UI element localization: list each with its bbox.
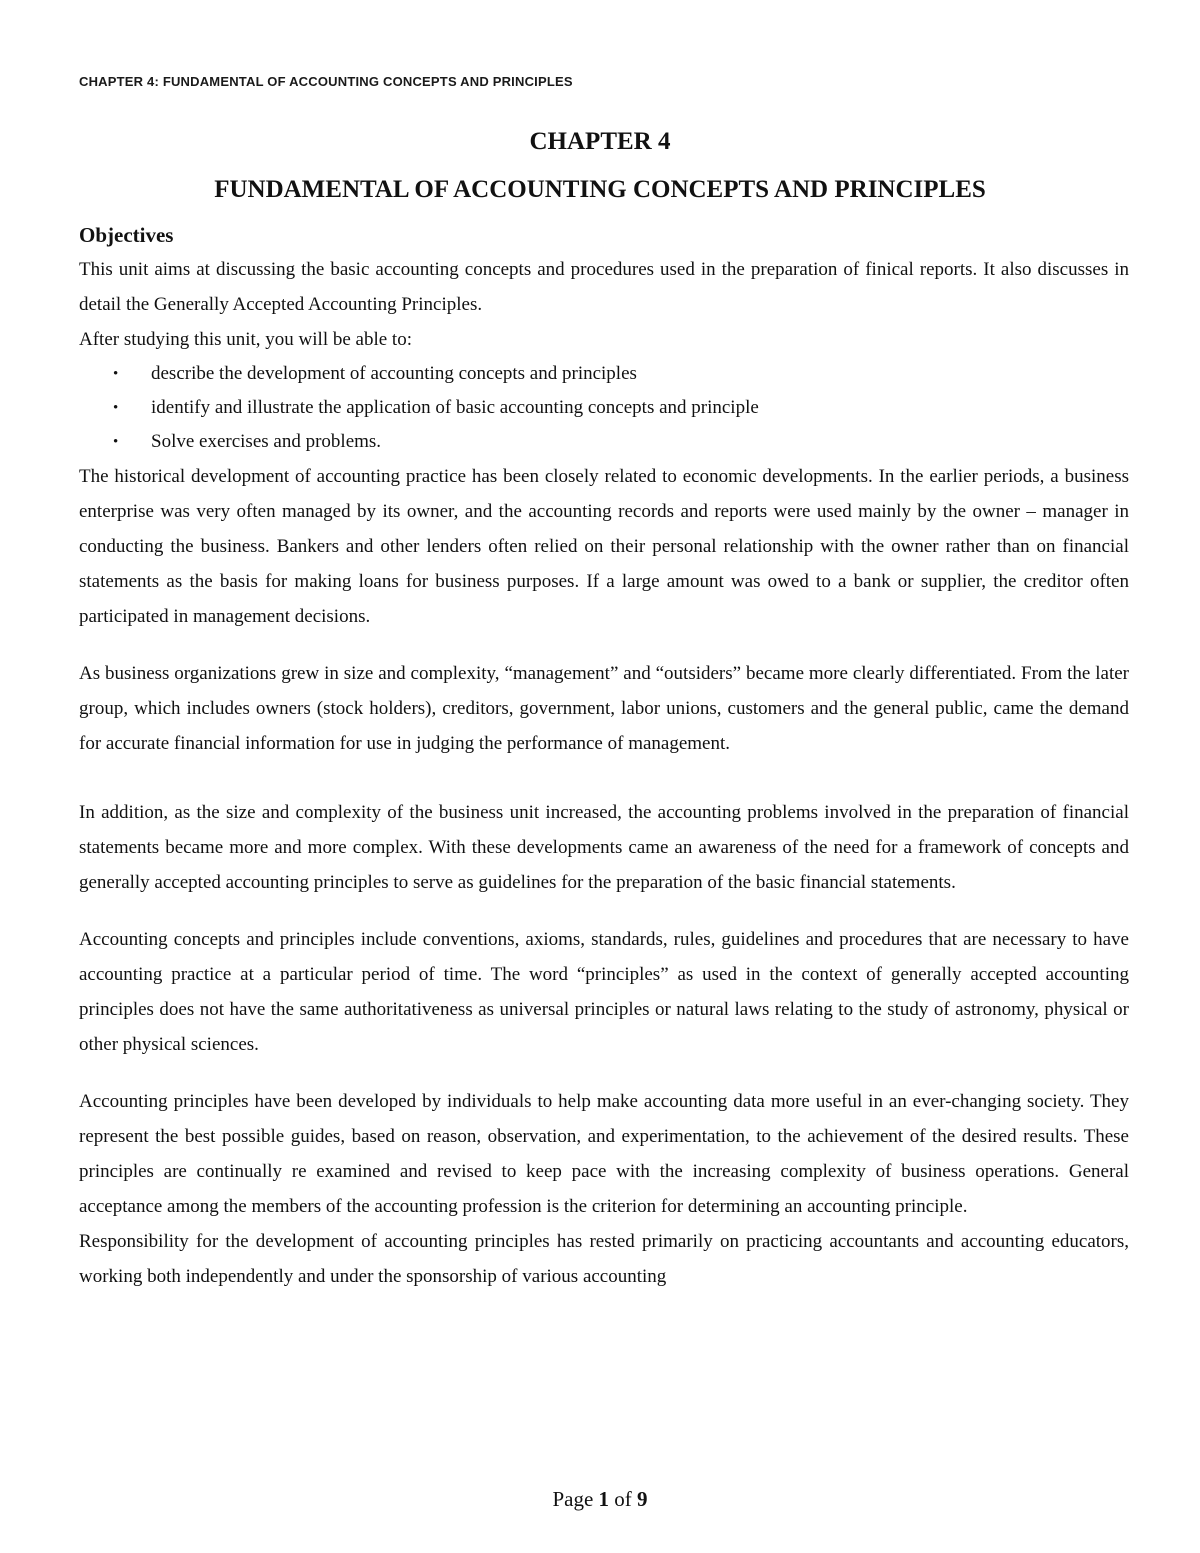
objectives-heading: Objectives	[79, 223, 174, 247]
list-item	[79, 425, 1129, 459]
chapter-title: FUNDAMENTAL OF ACCOUNTING CONCEPTS AND PRINCIPLES	[214, 176, 986, 203]
objectives-intro: This unit aims at discussing the basic accounting concepts and procedures used in the preparation of finical reports. It also discusses in detail the Generally Accepted Accounting Principles.	[79, 259, 1129, 315]
bullet-icon: •	[113, 434, 119, 450]
paragraph-concepts-definition: Accounting concepts and principles include conventions, axioms, standards, rules, guidelines and procedures that are necessary to have accounting practice at a particular period of time. The word “principles” as used in the context of generally accepted accounting principles does not have the same authoritativeness as universal principles or natural laws relating to the study of astronomy, physical or other physical sciences.	[79, 929, 1129, 1055]
paragraph-complexity: In addition, as the size and complexity of the business unit increased, the accounting problems involved in the preparation of financial statements became more and more complex. With these developments came an awareness of the need for a framework of concepts and generally accepted accounting principles to serve as guidelines for the preparation of the basic financial statements.	[79, 802, 1129, 893]
page-footer	[0, 1484, 1200, 1514]
running-header: CHAPTER 4: FUNDAMENTAL OF ACCOUNTING CONCEPTS AND PRINCIPLES	[79, 74, 573, 89]
paragraph-management-outsiders: As business organizations grew in size and complexity, “management” and “outsiders” became more clearly differentiated. From the later group, which includes owners (stock holders), creditors, government, labor unions, customers and the general public, came the demand for accurate financial information for use in judging the performance of management.	[79, 663, 1129, 754]
of-word: of	[614, 1487, 632, 1511]
paragraph-historical-development: The historical development of accounting practice has been closely related to economic developments. In the earlier periods, a business enterprise was very often managed by its owner, and the accounting records and reports were used mainly by the owner – manager in conducting the business. Bankers and other lenders often relied on their personal relationship with the owner rather than on financial statements as the basis for making loans for business purposes. If a large amount was owed to a bank or supplier, the creditor often participated in management decisions.	[79, 466, 1129, 627]
total-page-count: 9	[637, 1487, 648, 1511]
current-page-number: 1	[598, 1487, 610, 1511]
bullet-icon: •	[113, 366, 119, 382]
paragraph-principles-development: Accounting principles have been developed by individuals to help make accounting data more useful in an ever-changing society. They represent the best possible guides, based on reason, observation, and experimentation, to the achievement of the desired results. These principles are continually re examined and revised to keep pace with the increasing complexity of business operations. General acceptance among the members of the accounting profession is the criterion for determining an accounting principle.	[79, 1091, 1129, 1217]
list-item-text: identify and illustrate the application of basic accounting concepts and principle	[151, 397, 759, 418]
objectives-list	[79, 357, 1129, 459]
list-item-text: describe the development of accounting concepts and principles	[151, 363, 637, 384]
bullet-icon: •	[113, 400, 119, 416]
list-item-text: Solve exercises and problems.	[151, 431, 382, 452]
chapter-number: CHAPTER 4	[529, 128, 671, 155]
paragraph-responsibility: Responsibility for the development of accounting principles has rested primarily on practicing accountants and accounting educators, working both independently and under the sponsorship of various accounting	[79, 1231, 1129, 1287]
list-item	[79, 391, 1129, 425]
list-item	[79, 357, 1129, 391]
body-content	[79, 218, 1129, 1294]
page-word: Page	[552, 1487, 594, 1511]
objectives-lead: After studying this unit, you will be able to:	[79, 329, 412, 350]
